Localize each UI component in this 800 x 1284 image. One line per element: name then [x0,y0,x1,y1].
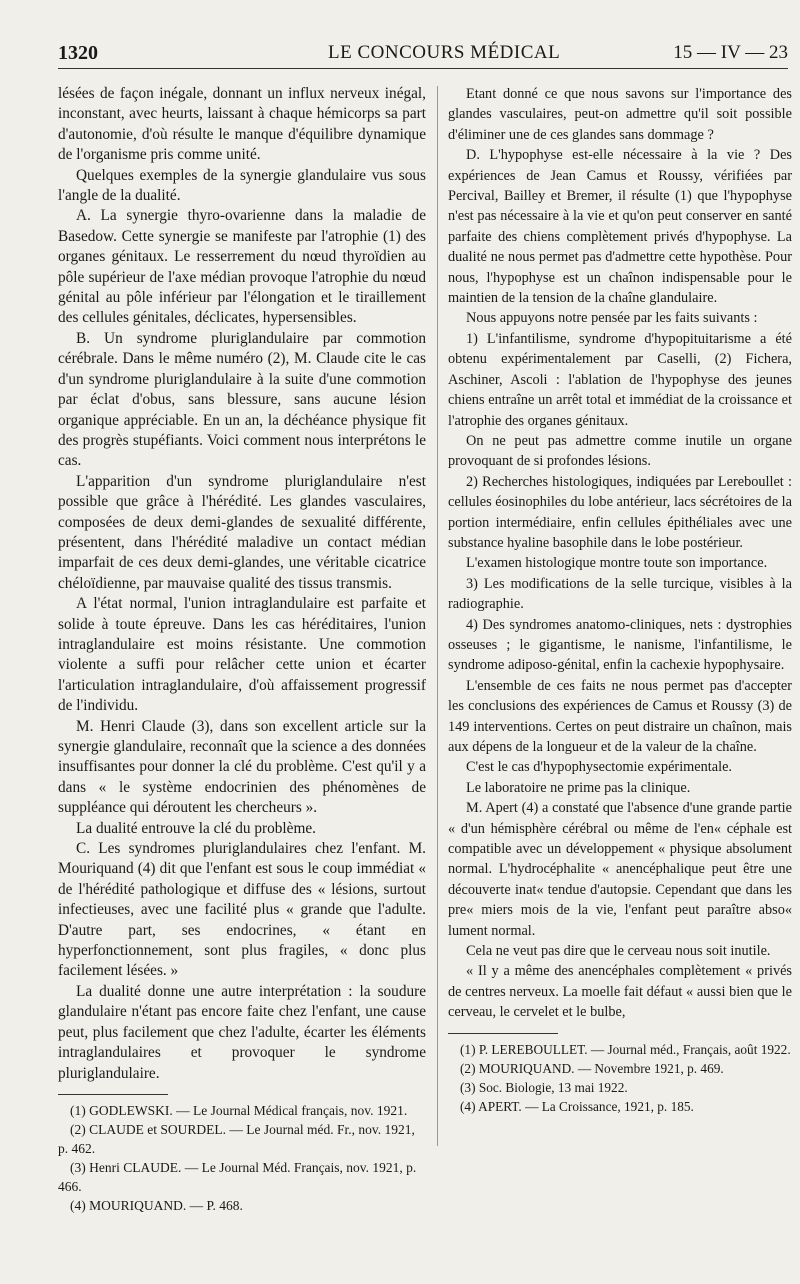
left-footnote-2: (2) CLAUDE et SOURDEL. — Le Journal méd. Fr., nov. 1921, p. 462. [58,1121,415,1156]
left-paragraph-1: lésées de façon inégale, donnant un influx nerveux inégal, inconstant, avec heurts, laissant à chaque hémicorps sa part d'autonomie, d'où résulte le manque d'équilibre dynamique de l'organisme pris comme unité. [58,85,426,164]
right-paragraph-11: C'est le cas d'hypophysectomie expérimentale. [466,759,732,776]
right-paragraph-13: M. Apert (4) a constaté que l'absence d'une grande partie « d'un hémisphère cérébral ou même de l'en« céphale est compatible avec un développement « physique absolument normal. L'hydrocéphalite « anencéphalique peut être une découverte inat« tendue d'autopsie. Cependant que dans les pre« miers mois de la vie, l'enfant peut paraître abso« lument normal. [448,800,792,939]
left-paragraph-2: Quelques exemples de la synergie glandulaire vus sous l'angle de la dualité. [58,166,426,205]
left-footnote-4: (4) MOURIQUAND. — P. 468. [70,1197,243,1213]
footnote-rule [448,1033,558,1034]
left-paragraph-5: L'apparition d'un syndrome pluriglandulaire n'est possible que grâce à l'hérédité. Les glandes vasculaires, composées de deux demi-glandes de sexualité différente, présentent, dans l'hérédité maladive un contact médian imparfait de ces deux demi-glandes, une véritable cicatrice chéloïdienne, par mauvaise qualité des tissus transmis. [58,472,426,592]
left-paragraph-7: M. Henri Claude (3), dans son excellent article sur la synergie glandulaire, reconnaît que la science a des données insuffisantes pour donner la clé du problème. C'est qu'il y a dans « le système endocrinien des phénomènes de suppléance qui déroutent les chercheurs ». [58,717,426,817]
left-column [58,84,426,1215]
right-paragraph-3: Nous appuyons notre pensée par les faits suivants : [466,310,758,327]
right-footnote-1: (1) P. LEREBOULLET. — Journal méd., Français, août 1922. [460,1041,791,1057]
left-paragraph-10: La dualité donne une autre interprétation : la soudure glandulaire n'étant pas encore faite chez l'enfant, une cause peut, plus facilement que chez l'adulte, écarter les éléments intraglandulaires et provoquer le syndrome pluriglandulaire. [58,982,426,1082]
right-paragraph-12: Le laboratoire ne prime pas la clinique. [466,779,691,796]
page-number: 1320 [58,42,98,64]
right-paragraph-10: L'ensemble de ces faits ne nous permet pas d'accepter les conclusions des expériences de Camus et Roussy (3) de 149 interventions. Certes on peut distraire un chaînon, mais aux dépens de la longueur et de la valeur de la chaîne. [448,677,792,755]
page-header [58,40,788,68]
right-paragraph-4: 1) L'infantilisme, syndrome d'hypopituitarisme a été obtenu expérimentalement par Caselli, (2) Fichera, Aschiner, Ascoli : l'ablation de l'hypophyse des jeunes chiens entraîne un arrêt total et immédiat de la croissance et l'atrophie des organes génitaux. [448,330,792,429]
right-footnote-2: (2) MOURIQUAND. — Novembre 1921, p. 469. [460,1060,724,1076]
left-footnote-3: (3) Henri CLAUDE. — Le Journal Méd. Français, nov. 1921, p. 466. [58,1159,417,1194]
left-footnote-1: (1) GODLEWSKI. — Le Journal Médical français, nov. 1921. [70,1102,408,1118]
right-paragraph-7: L'examen histologique montre toute son importance. [466,555,768,572]
right-footnote-3: (3) Soc. Biologie, 13 mai 1922. [460,1079,628,1095]
left-paragraph-6: A l'état normal, l'union intraglandulaire est parfaite et solide à toute épreuve. Dans les cas héréditaires, l'union intraglandulaire est moins résistante. Une commotion violente a suffi pour relâcher cette union et écarter l'articulation intraglandulaire, d'où affaissement progressif de l'individu. [58,595,426,715]
right-paragraph-6: 2) Recherches histologiques, indiquées par Lereboullet : cellules éosinophiles du lobe antérieur, lacs sécrétoires de la portion intermédiaire, enfin cellules épithéliales avec une substance hyaline basophile dans le lobe postérieur. [448,473,792,551]
right-column [448,84,792,1116]
right-paragraph-2: D. L'hypophyse est-elle nécessaire à la vie ? Des expériences de Jean Camus et Roussy, vérifiées par Percival, Bailley et Bremer, il résulte (1) que l'hypophyse n'est pas nécessaire à la vie et qu'on peut conserver en santé parfaite des chiens complètement privés d'hypophyse. La dualité ne nous permet pas d'admettre cette hypothèse. Pour nous, l'hypophyse est un chaînon indispensable pour le maintien de la tension de la chaîne glandulaire. [448,147,792,307]
right-paragraph-8: 3) Les modifications de la selle turcique, visibles à la radiographie. [448,575,792,613]
right-paragraph-5: On ne peut pas admettre comme inutile un organe provoquant de si profondes lésions. [448,432,792,470]
left-paragraph-3: A. La synergie thyro-ovarienne dans la maladie de Basedow. Cette synergie se manifeste par l'atrophie (1) des organes génitaux. Le resserrement du nœud thyroïdien au pôle supérieur de l'axe médian provoque l'atrophie du nœud génital au pôle inférieur par l'élongation et le tiraillement des cellules génitales, déclicates, hypersensibles. [58,207,426,327]
right-paragraph-15: « Il y a même des anencéphales complètement « privés de centres nerveux. La moelle fait défaut « aussi bien que le cerveau, le cervelet et le bulbe, [448,963,792,1021]
left-paragraph-4: B. Un syndrome pluriglandulaire par commotion cérébrale. Dans le même numéro (2), M. Claude cite le cas d'un syndrome pluriglandulaire à la suite d'une commotion par éclat d'obus, sans blessure, sans aucune lésion organique appréciable. En un an, la déchéance physique fit des progrès stupéfiants. Voici comment nous interprétons le cas. [58,329,426,470]
left-paragraph-9: C. Les syndromes pluriglandulaires chez l'enfant. M. Mouriquand (4) dit que l'enfant est sous le coup immédiat « de l'hérédité pathologique et diffuse des « lésions, surtout infectieuses, avec une facilité plus « grande que l'adulte. D'autre part, ses endocrines, « étant en hyperfonctionnement, sont plus fragiles, « donc plus facilement lésées. » [58,840,426,980]
issue-date: 15 — IV — 23 [673,42,788,63]
right-paragraph-1: Etant donné ce que nous savons sur l'importance des glandes vasculaires, peut-on admettre qu'il soit possible d'éliminer une de ces glandes sans dommage ? [448,86,792,143]
right-footnote-4: (4) APERT. — La Croissance, 1921, p. 185. [460,1098,694,1114]
column-divider [437,86,438,1146]
left-paragraph-8: La dualité entrouve la clé du problème. [76,819,316,837]
journal-title: LE CONCOURS MÉDICAL [328,42,561,63]
footnote-rule [58,1094,168,1095]
right-paragraph-9: 4) Des syndromes anatomo-cliniques, nets : dystrophies osseuses ; le gigantisme, le nanisme, l'infantilisme, le syndrome adiposo-génital, enfin la cachexie hypophysaire. [448,616,792,674]
right-paragraph-14: Cela ne veut pas dire que le cerveau nous soit inutile. [466,943,771,960]
header-rule [58,68,788,69]
